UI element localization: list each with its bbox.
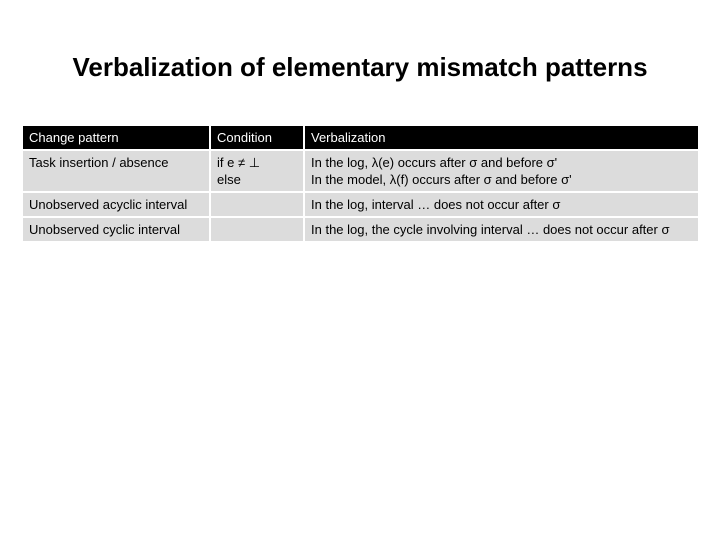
mismatch-patterns-table — [21, 124, 700, 243]
header-change-pattern: Change pattern — [23, 126, 209, 149]
cell-verbalization — [305, 151, 698, 191]
cell-change-pattern: Unobserved cyclic interval — [23, 218, 209, 241]
table-row — [23, 193, 698, 216]
cell-condition — [211, 218, 303, 241]
header-condition: Condition — [211, 126, 303, 149]
cell-change-pattern: Unobserved acyclic interval — [23, 193, 209, 216]
cell-condition — [211, 193, 303, 216]
verbalization-line: In the log, interval … does not occur after σ — [311, 197, 561, 212]
header-verbalization: Verbalization — [305, 126, 698, 149]
cell-verbalization — [305, 193, 698, 216]
cell-verbalization — [305, 218, 698, 241]
verbalization-line: In the log, the cycle involving interval … does not occur after σ — [311, 222, 670, 237]
verbalization-line: In the log, λ(e) occurs after σ and before σ' — [311, 155, 558, 170]
verbalization-line: In the model, λ(f) occurs after σ and before σ' — [311, 172, 572, 187]
slide-title: Verbalization of elementary mismatch patterns — [72, 52, 648, 82]
cell-change-pattern: Task insertion / absence — [23, 151, 209, 191]
table-row — [23, 218, 698, 241]
table-header-row — [23, 126, 698, 149]
table-row — [23, 151, 698, 191]
condition-line: if e ≠ ⊥ — [217, 155, 261, 170]
condition-line: else — [217, 172, 241, 187]
cell-condition — [211, 151, 303, 191]
